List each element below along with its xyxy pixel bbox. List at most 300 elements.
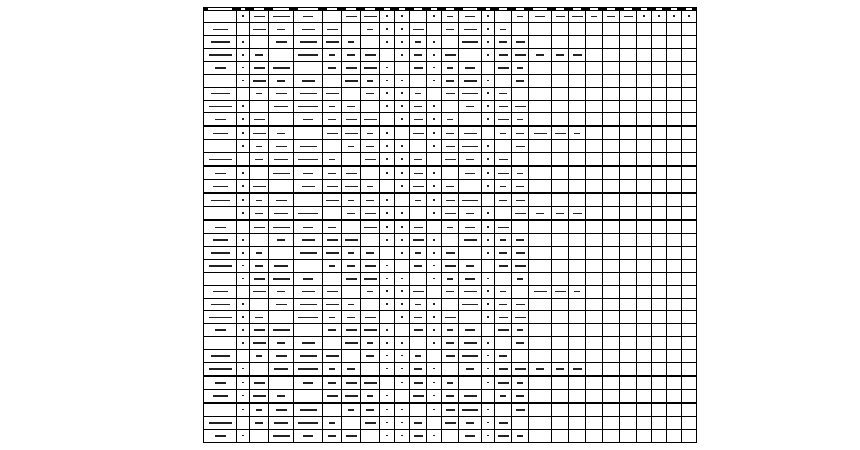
table-cell — [552, 140, 569, 153]
table-cell — [380, 49, 395, 62]
table-cell — [512, 87, 529, 100]
illegible-cell-text — [465, 227, 475, 229]
table-cell — [529, 153, 552, 167]
illegible-cell-mark — [386, 80, 388, 82]
illegible-cell-mark — [242, 435, 244, 437]
table-cell — [442, 87, 459, 100]
table-cell — [427, 416, 442, 429]
table-cell — [529, 140, 552, 153]
illegible-cell-mark — [386, 265, 388, 267]
table-cell — [442, 113, 459, 127]
table-cell — [569, 126, 586, 140]
table-cell — [459, 429, 482, 442]
table-cell — [552, 207, 569, 221]
table-cell — [529, 350, 552, 363]
table-cell — [512, 62, 529, 75]
table-cell — [529, 36, 552, 49]
table-cell — [204, 62, 237, 75]
illegible-cell-text — [465, 278, 475, 280]
table-cell — [620, 234, 637, 247]
table-cell — [482, 362, 495, 376]
table-cell — [361, 429, 380, 442]
illegible-cell-text — [365, 54, 376, 56]
table-cell — [603, 272, 620, 285]
table-cell — [529, 180, 552, 194]
illegible-cell-mark — [242, 199, 244, 201]
table-cell — [410, 62, 427, 75]
illegible-cell-text — [276, 304, 287, 306]
illegible-cell-text — [276, 355, 287, 357]
table-cell — [269, 298, 294, 311]
illegible-cell-mark — [401, 290, 403, 292]
illegible-cell-mark — [401, 422, 403, 424]
table-cell — [667, 416, 682, 429]
table-row — [204, 403, 697, 417]
illegible-cell-text — [366, 93, 374, 95]
table-cell — [410, 247, 427, 260]
illegible-cell-mark — [242, 172, 244, 174]
table-cell — [637, 23, 652, 36]
table-cell — [204, 87, 237, 100]
table-cell — [620, 220, 637, 234]
table-cell — [637, 87, 652, 100]
table-cell — [395, 62, 410, 75]
illegible-cell-mark — [487, 41, 489, 43]
table-cell — [427, 376, 442, 390]
table-cell — [269, 362, 294, 376]
illegible-cell-text — [517, 16, 523, 18]
table-cell — [442, 272, 459, 285]
table-cell — [552, 429, 569, 442]
illegible-cell-text — [346, 435, 357, 437]
illegible-cell-mark — [433, 172, 435, 174]
table-cell — [529, 429, 552, 442]
table-cell — [603, 180, 620, 194]
table-cell — [361, 113, 380, 127]
table-cell — [410, 23, 427, 36]
table-cell — [586, 113, 603, 127]
table-cell — [586, 403, 603, 417]
table-cell — [495, 193, 512, 207]
illegible-cell-text — [300, 146, 317, 148]
table-cell — [395, 74, 410, 87]
table-cell — [620, 298, 637, 311]
illegible-cell-mark — [401, 252, 403, 254]
table-row — [204, 247, 697, 260]
illegible-cell-text — [277, 342, 285, 344]
table-cell — [342, 49, 361, 62]
table-cell — [603, 403, 620, 417]
table-cell — [323, 298, 342, 311]
illegible-cell-mark — [386, 409, 388, 411]
table-cell — [529, 298, 552, 311]
table-cell — [529, 193, 552, 207]
table-cell — [427, 234, 442, 247]
table-cell — [342, 62, 361, 75]
table-cell — [250, 153, 269, 167]
illegible-cell-text — [273, 67, 290, 69]
table-cell — [603, 234, 620, 247]
illegible-cell-text — [534, 291, 547, 293]
table-cell — [603, 324, 620, 337]
illegible-cell-text — [209, 368, 232, 370]
illegible-cell-text — [498, 382, 509, 384]
table-row — [204, 350, 697, 363]
illegible-cell-text — [414, 329, 423, 331]
table-cell — [459, 49, 482, 62]
table-cell — [667, 10, 682, 23]
table-cell — [427, 180, 442, 194]
illegible-cell-text — [215, 435, 226, 437]
table-cell — [459, 126, 482, 140]
table-cell — [427, 220, 442, 234]
illegible-cell-text — [329, 317, 335, 319]
illegible-cell-text — [254, 278, 265, 280]
table-cell — [620, 36, 637, 49]
table-cell — [459, 362, 482, 376]
table-cell — [342, 74, 361, 87]
illegible-cell-text — [303, 16, 313, 18]
illegible-cell-text — [273, 435, 290, 437]
illegible-cell-text — [300, 41, 317, 43]
table-cell — [667, 153, 682, 167]
table-cell — [204, 100, 237, 113]
illegible-cell-text — [499, 200, 507, 202]
table-cell — [586, 324, 603, 337]
illegible-cell-mark — [487, 342, 489, 344]
table-cell — [342, 429, 361, 442]
table-cell — [427, 193, 442, 207]
illegible-cell-text — [367, 186, 373, 188]
table-cell — [512, 113, 529, 127]
illegible-cell-mark — [386, 158, 388, 160]
illegible-cell-text — [414, 119, 423, 121]
illegible-cell-text — [464, 80, 477, 82]
table-cell — [529, 10, 552, 23]
table-cell — [250, 350, 269, 363]
illegible-cell-text — [302, 342, 315, 344]
table-cell — [620, 193, 637, 207]
table-cell — [294, 100, 323, 113]
table-cell — [442, 247, 459, 260]
table-cell — [652, 260, 667, 273]
illegible-cell-text — [273, 16, 290, 18]
table-cell — [323, 49, 342, 62]
table-cell — [427, 166, 442, 180]
table-cell — [294, 298, 323, 311]
illegible-cell-mark — [487, 252, 489, 254]
illegible-cell-text — [254, 119, 265, 121]
illegible-cell-text — [302, 29, 315, 31]
illegible-cell-text — [347, 54, 355, 56]
table-cell — [237, 285, 250, 298]
table-cell — [495, 62, 512, 75]
table-cell — [459, 153, 482, 167]
table-cell — [637, 260, 652, 273]
illegible-cell-text — [516, 186, 524, 188]
illegible-cell-mark — [242, 41, 244, 43]
table-cell — [482, 193, 495, 207]
table-cell — [603, 311, 620, 324]
table-row — [204, 87, 697, 100]
table-cell — [482, 180, 495, 194]
table-cell — [361, 234, 380, 247]
table-cell — [569, 62, 586, 75]
table-cell — [269, 403, 294, 417]
table-cell — [237, 87, 250, 100]
table-cell — [442, 10, 459, 23]
table-cell — [323, 62, 342, 75]
table-cell — [586, 87, 603, 100]
table-cell — [603, 220, 620, 234]
table-cell — [495, 403, 512, 417]
table-cell — [427, 298, 442, 311]
table-cell — [586, 389, 603, 403]
table-cell — [637, 376, 652, 390]
table-cell — [323, 247, 342, 260]
illegible-cell-mark — [242, 145, 244, 147]
illegible-cell-text — [346, 67, 357, 69]
table-cell — [250, 49, 269, 62]
table-cell — [237, 100, 250, 113]
table-cell — [652, 376, 667, 390]
table-cell — [294, 23, 323, 36]
table-cell — [323, 272, 342, 285]
table-row — [204, 260, 697, 273]
illegible-cell-text — [414, 435, 423, 437]
table-cell — [603, 74, 620, 87]
table-cell — [482, 429, 495, 442]
table-cell — [442, 23, 459, 36]
table-cell — [637, 429, 652, 442]
table-cell — [395, 260, 410, 273]
table-cell — [569, 429, 586, 442]
table-cell — [620, 74, 637, 87]
illegible-cell-text — [302, 239, 315, 241]
table-cell — [603, 126, 620, 140]
table-cell — [427, 324, 442, 337]
illegible-cell-text — [274, 422, 288, 424]
illegible-cell-text — [326, 200, 339, 202]
table-cell — [395, 389, 410, 403]
table-cell — [459, 403, 482, 417]
table-cell — [637, 140, 652, 153]
illegible-cell-text — [276, 41, 287, 43]
table-cell — [529, 403, 552, 417]
illegible-cell-text — [213, 133, 228, 135]
table-cell — [395, 324, 410, 337]
table-cell — [204, 49, 237, 62]
table-cell — [620, 403, 637, 417]
illegible-cell-text — [255, 317, 263, 319]
table-cell — [380, 140, 395, 153]
table-cell — [512, 350, 529, 363]
table-cell — [682, 180, 697, 194]
illegible-cell-mark — [487, 185, 489, 187]
table-cell — [529, 362, 552, 376]
table-row — [204, 324, 697, 337]
table-cell — [552, 166, 569, 180]
table-cell — [603, 153, 620, 167]
table-cell — [395, 140, 410, 153]
table-cell — [652, 207, 667, 221]
table-cell — [482, 324, 495, 337]
illegible-cell-text — [500, 239, 506, 241]
table-cell — [361, 298, 380, 311]
table-cell — [529, 311, 552, 324]
illegible-cell-text — [329, 265, 335, 267]
table-cell — [682, 362, 697, 376]
table-cell — [427, 36, 442, 49]
table-cell — [603, 350, 620, 363]
illegible-cell-text — [215, 329, 226, 331]
table-cell — [380, 126, 395, 140]
table-cell — [380, 193, 395, 207]
table-cell — [294, 10, 323, 23]
table-cell — [512, 311, 529, 324]
table-cell — [495, 180, 512, 194]
table-cell — [294, 193, 323, 207]
table-cell — [427, 362, 442, 376]
illegible-cell-text — [573, 368, 582, 370]
illegible-cell-text — [462, 93, 478, 95]
table-cell — [652, 285, 667, 298]
illegible-cell-mark — [487, 212, 489, 214]
table-cell — [682, 376, 697, 390]
table-cell — [410, 403, 427, 417]
illegible-cell-mark — [433, 329, 435, 331]
table-cell — [269, 36, 294, 49]
table-cell — [459, 234, 482, 247]
table-cell — [269, 234, 294, 247]
illegible-cell-mark — [242, 15, 244, 17]
table-cell — [342, 285, 361, 298]
table-cell — [667, 429, 682, 442]
illegible-cell-text — [556, 16, 565, 18]
illegible-cell-mark — [386, 132, 388, 134]
table-cell — [652, 324, 667, 337]
table-cell — [637, 234, 652, 247]
illegible-cell-text — [276, 200, 287, 202]
table-cell — [204, 166, 237, 180]
illegible-cell-text — [555, 133, 566, 135]
table-cell — [269, 49, 294, 62]
illegible-cell-text — [515, 106, 526, 108]
table-cell — [323, 166, 342, 180]
table-cell — [410, 166, 427, 180]
illegible-cell-text — [253, 133, 266, 135]
table-cell — [250, 337, 269, 350]
table-cell — [603, 100, 620, 113]
table-cell — [569, 337, 586, 350]
table-cell — [442, 260, 459, 273]
table-cell — [482, 220, 495, 234]
illegible-cell-text — [300, 355, 317, 357]
table-cell — [620, 153, 637, 167]
illegible-cell-text — [464, 133, 477, 135]
table-cell — [652, 113, 667, 127]
illegible-cell-mark — [487, 355, 489, 357]
table-cell — [586, 180, 603, 194]
table-cell — [269, 272, 294, 285]
table-cell — [603, 36, 620, 49]
table-cell — [552, 10, 569, 23]
table-cell — [294, 166, 323, 180]
illegible-cell-text — [328, 67, 336, 69]
table-cell — [294, 272, 323, 285]
table-cell — [427, 126, 442, 140]
table-cell — [395, 337, 410, 350]
table-cell — [380, 403, 395, 417]
illegible-cell-text — [366, 409, 374, 411]
illegible-cell-text — [414, 368, 422, 370]
illegible-cell-text — [215, 173, 226, 175]
illegible-cell-mark — [242, 368, 244, 370]
table-cell — [495, 74, 512, 87]
illegible-cell-text — [414, 227, 423, 229]
illegible-cell-mark — [433, 185, 435, 187]
table-cell — [682, 337, 697, 350]
table-cell — [410, 337, 427, 350]
table-cell — [512, 36, 529, 49]
illegible-cell-text — [345, 395, 358, 397]
illegible-cell-mark — [487, 28, 489, 30]
table-cell — [682, 126, 697, 140]
table-cell — [237, 337, 250, 350]
table-cell — [652, 389, 667, 403]
illegible-cell-text — [346, 278, 357, 280]
table-cell — [442, 350, 459, 363]
table-cell — [682, 247, 697, 260]
table-cell — [237, 36, 250, 49]
illegible-cell-text — [298, 213, 318, 215]
table-cell — [569, 207, 586, 221]
illegible-cell-mark — [401, 226, 403, 228]
table-cell — [237, 207, 250, 221]
table-cell — [442, 193, 459, 207]
illegible-cell-text — [499, 422, 508, 424]
table-cell — [512, 234, 529, 247]
illegible-cell-mark — [433, 239, 435, 241]
table-cell — [637, 350, 652, 363]
illegible-cell-text — [326, 252, 339, 254]
table-cell — [410, 140, 427, 153]
illegible-cell-text — [516, 146, 525, 148]
table-cell — [237, 416, 250, 429]
table-cell — [552, 272, 569, 285]
table-cell — [586, 337, 603, 350]
illegible-cell-text — [348, 200, 354, 202]
table-cell — [586, 285, 603, 298]
illegible-cell-text — [447, 382, 453, 384]
illegible-cell-text — [499, 317, 508, 319]
table-cell — [652, 403, 667, 417]
table-cell — [323, 429, 342, 442]
table-cell — [410, 100, 427, 113]
illegible-cell-text — [254, 329, 265, 331]
illegible-cell-text — [447, 329, 453, 331]
table-cell — [250, 220, 269, 234]
illegible-cell-text — [462, 200, 478, 202]
table-cell — [652, 140, 667, 153]
table-cell — [552, 350, 569, 363]
table-cell — [427, 62, 442, 75]
illegible-cell-mark — [433, 316, 435, 318]
table-cell — [682, 416, 697, 429]
table-cell — [637, 324, 652, 337]
illegible-cell-text — [462, 41, 478, 43]
illegible-cell-mark — [401, 342, 403, 344]
